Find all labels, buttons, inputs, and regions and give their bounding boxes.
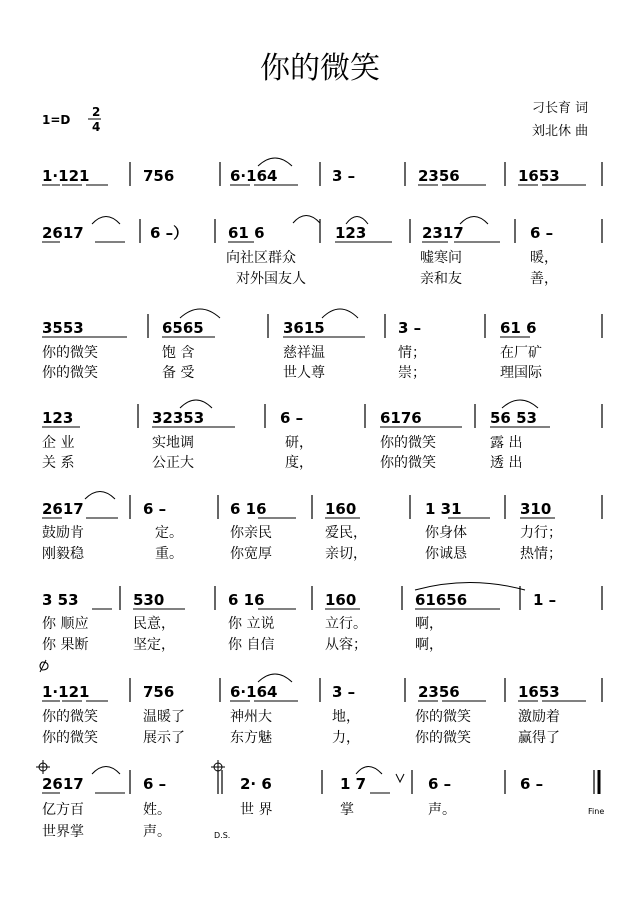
coda-icon (211, 760, 225, 774)
lyric-4-1-1: 企 业 (42, 435, 75, 451)
measure-3-3: 3615 (283, 319, 325, 337)
lyric-6-1-3: 你 立说 (228, 616, 275, 632)
lyric-3-2-4: 崇； (398, 365, 426, 381)
lyric-3-1-1: 你的微笑 (42, 345, 98, 361)
measure-6-5: 61656 (415, 591, 468, 609)
lyric-3-1-5: 在厂矿 (500, 345, 542, 361)
measure-5-3: 6 16 (230, 500, 267, 518)
lyric-5-1-1: 鼓励肯 (42, 525, 84, 541)
lyric-6-1-1: 你 顺应 (42, 616, 89, 632)
lyric-7-1-2: 温暖了 (143, 709, 185, 725)
measure-5-2: 6 – (143, 500, 167, 518)
lyric-7-1-6: 激励着 (518, 709, 560, 725)
measure-3-5: 61 6 (500, 319, 537, 337)
lyric-5-2-4: 亲切， (325, 546, 367, 562)
lyric-5-2-2: 重。 (155, 546, 183, 562)
lyric-6-2-4: 从容； (325, 637, 367, 653)
lyric-8-2-1: 世界掌 (42, 824, 84, 840)
lyric-2-2-1: 对外国友人 (236, 271, 306, 287)
lyric-7-1-3: 神州大 (230, 709, 272, 725)
system-8 (42, 775, 604, 840)
lyric-5-2-3: 你宽厚 (230, 546, 272, 562)
lyric-6-2-3: 你 自信 (228, 637, 275, 653)
segno-icon (40, 660, 48, 672)
lyric-2-2-3: 善， (530, 271, 558, 287)
measure-8-2: 6 – (143, 775, 167, 793)
lyric-6-2-2: 坚定， (133, 637, 175, 653)
lyric-2-1-3: 暖， (530, 250, 558, 266)
lyric-4-2-2: 公正大 (152, 455, 194, 471)
lyric-5-2-1: 刚毅稳 (42, 546, 84, 562)
lyric-2-1-2: 嘘寒问 (420, 250, 462, 266)
lyric-3-2-5: 理国际 (500, 365, 542, 381)
system-5 (42, 500, 562, 562)
measure-5-4: 160 (325, 500, 357, 518)
system-6 (42, 591, 556, 653)
lyric-6-2-1: 你 果断 (42, 637, 89, 653)
coda-icon (36, 760, 50, 774)
measure-6-6: 1 – (533, 591, 557, 609)
measure-1-3: 6·164 (230, 167, 278, 185)
lyric-4-2-3: 度， (285, 455, 313, 471)
system-2 (42, 224, 558, 287)
measure-3-1: 3553 (42, 319, 84, 337)
measure-7-5: 2356 (418, 683, 460, 701)
measure-1-4: 3 – (332, 167, 356, 185)
measure-7-2: 756 (143, 683, 175, 701)
measure-4-4: 6176 (380, 409, 422, 427)
measure-2-5: 2317 (422, 224, 464, 242)
measure-6-1: 3 53 (42, 591, 79, 609)
measure-7-4: 3 – (332, 683, 356, 701)
lyric-8-2-2: 声。 (143, 824, 171, 840)
lyric-3-2-2: 备 受 (162, 365, 195, 381)
composer-credit: 刘北休 曲 (532, 124, 589, 139)
measure-1-1: 1·121 (42, 167, 90, 185)
lyric-7-2-1: 你的微笑 (42, 730, 98, 746)
measure-7-6: 1653 (518, 683, 560, 701)
lyric-3-2-3: 世人尊 (283, 365, 325, 381)
lyric-5-1-3: 你亲民 (230, 525, 272, 541)
lyric-4-2-1: 关 系 (42, 455, 75, 471)
lyric-3-1-3: 慈祥温 (283, 345, 325, 361)
measure-3-2: 6565 (162, 319, 204, 337)
measure-8-3: 2· 6 (240, 775, 272, 793)
lyric-7-2-4: 力， (332, 730, 360, 746)
system-4 (42, 409, 537, 471)
measure-8-5: 6 – (428, 775, 452, 793)
lyric-7-1-4: 地， (332, 709, 360, 725)
system-3 (42, 319, 543, 381)
lyric-7-2-5: 你的微笑 (415, 730, 471, 746)
measure-6-2: 530 (133, 591, 165, 609)
lyric-4-2-5: 透 出 (490, 455, 523, 471)
lyric-5-2-6: 热情； (520, 546, 562, 562)
time-signature-bottom: 4 (92, 120, 101, 134)
measure-6-3: 6 16 (228, 591, 265, 609)
system-1 (42, 167, 560, 185)
lyric-5-1-4: 爱民， (325, 525, 367, 541)
lyric-6-1-4: 立行。 (325, 616, 367, 632)
measure-1-5: 2356 (418, 167, 460, 185)
fine-mark: Fine (588, 807, 605, 816)
measure-4-3: 6 – (280, 409, 304, 427)
lyric-2-1-1: 向社区群众 (226, 250, 296, 266)
measure-8-1: 2617 (42, 775, 84, 793)
measure-1-2: 756 (143, 167, 175, 185)
lyric-7-1-5: 你的微笑 (415, 709, 471, 725)
measure-2-6: 6 – (530, 224, 554, 242)
lyric-4-1-3: 研， (285, 435, 313, 451)
lyric-6-2-5: 啊， (415, 637, 443, 653)
lyric-8-1-5: 声。 (428, 802, 456, 818)
ds-mark: D.S. (214, 831, 231, 840)
measure-8-4: 1 7 (340, 775, 367, 793)
measure-1-6: 1653 (518, 167, 560, 185)
lyric-7-2-3: 东方魅 (230, 730, 272, 746)
song-title: 你的微笑 (260, 51, 380, 86)
lyric-6-1-5: 啊， (415, 616, 443, 632)
lyric-6-1-2: 民意， (133, 616, 175, 632)
measure-4-5: 56 53 (490, 409, 537, 427)
lyric-4-1-4: 你的微笑 (380, 435, 436, 451)
measure-7-1: 1·121 (42, 683, 90, 701)
measure-5-5: 1 31 (425, 500, 462, 518)
lyric-7-2-6: 赢得了 (518, 730, 560, 746)
measure-4-1: 123 (42, 409, 74, 427)
key-signature: 1=D (42, 113, 71, 127)
lyric-3-1-4: 情； (398, 345, 426, 361)
lyric-5-1-6: 力行； (520, 525, 562, 541)
time-signature-top: 2 (92, 105, 101, 119)
measure-8-6: 6 – (520, 775, 544, 793)
measure-7-3: 6·164 (230, 683, 278, 701)
lyric-4-2-4: 你的微笑 (380, 455, 436, 471)
measure-5-6: 310 (520, 500, 552, 518)
lyric-5-2-5: 你诚恳 (425, 546, 467, 562)
lyric-7-2-2: 展示了 (143, 730, 185, 746)
lyric-3-2-1: 你的微笑 (42, 365, 98, 381)
measure-6-4: 160 (325, 591, 357, 609)
lyric-4-1-2: 实地调 (152, 435, 194, 451)
lyric-8-1-4: 掌 (340, 802, 354, 818)
lyric-8-1-3: 世 界 (240, 802, 273, 818)
measure-2-4: 123 (335, 224, 367, 242)
lyric-8-1-2: 姓。 (143, 802, 171, 818)
lyric-7-1-1: 你的微笑 (42, 709, 98, 725)
lyricist-credit: 刁长育 词 (532, 101, 589, 116)
lyric-4-1-5: 露 出 (490, 435, 523, 451)
system-7 (42, 683, 560, 746)
lyric-5-1-2: 定。 (155, 525, 183, 541)
measure-3-4: 3 – (398, 319, 422, 337)
measure-2-3: 61 6 (228, 224, 265, 242)
measure-2-2: 6 –） (150, 224, 189, 242)
measure-5-1: 2617 (42, 500, 84, 518)
lyric-8-1-1: 亿方百 (42, 802, 84, 818)
breath-mark-icon (396, 774, 404, 782)
lyric-5-1-5: 你身体 (425, 525, 467, 541)
measure-4-2: 32353 (152, 409, 205, 427)
lyric-2-2-2: 亲和友 (420, 271, 462, 287)
measure-2-1: 2617 (42, 224, 84, 242)
lyric-3-1-2: 饱 含 (162, 345, 195, 361)
